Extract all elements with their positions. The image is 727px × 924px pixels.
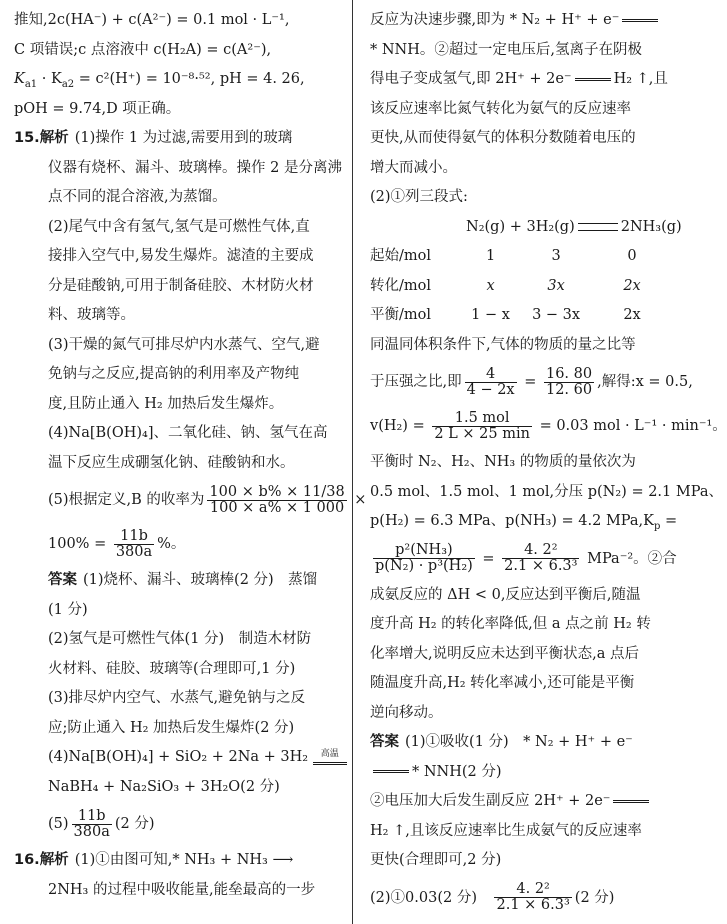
text-line: 仪器有烧杯、漏斗、玻璃棒。操作 2 是分离沸 xyxy=(48,159,342,176)
text-line: 成氨反应的 ΔH < 0,反应达到平衡后,随温 xyxy=(370,586,641,603)
reversible-arrow xyxy=(578,223,618,231)
text-line: (2)尾气中含有氢气,氢气是可燃性气体,直 xyxy=(48,218,310,235)
answer-header: 答案 (1)①吸收(1 分) * N₂ + H⁺ + e⁻ xyxy=(370,734,633,750)
fraction: $\frac{11b}{380a}$ xyxy=(73,807,110,840)
text-line: 火材料、硅胶、玻璃等(合理即可,1 分) xyxy=(48,660,296,677)
text-line: ②电压加大后发生副反应 2H⁺ + 2e⁻ xyxy=(370,787,670,817)
question-16-header: 16.解析 (1)①由图可知,* NH₃ + NH₃ ⟶ xyxy=(14,852,294,868)
answer-tag: 答案 xyxy=(370,734,399,750)
equals-sign xyxy=(622,19,658,22)
text-line: 得电子变成氢气,即 2H⁺ + 2e⁻ H₂ ↑,且 xyxy=(370,71,668,87)
text-line: 反应为决速步骤,即为 * N₂ + H⁺ + e⁻ xyxy=(370,6,670,36)
text-line: 更快(合理即可,2 分) xyxy=(370,852,502,868)
table-row: 平衡/mol 1 − x 3 − 3x 2x xyxy=(370,307,641,323)
text-line: 化率增大,说明反应未达到平衡状态,a 点后 xyxy=(370,645,639,662)
analysis-tag: 解析 xyxy=(39,130,69,146)
text-line: 应;防止通入 H₂ 加热后发生爆炸(2 分) xyxy=(48,719,295,736)
text-line: 度,且防止通入 H₂ 加热后发生爆炸。 xyxy=(48,395,284,412)
text-line: $K_{a1} \cdot K_{a2} = c^2(H^+) = 10^{-8}\cdot^{52}$, pH = 4. 26, xyxy=(14,71,305,90)
text-line: 增大而减小。 xyxy=(370,159,457,176)
fraction: $\frac{11b}{380a}$ xyxy=(115,527,153,560)
answer-fraction-line: (5) $\frac{11b}{380a}$ (2 分) xyxy=(48,807,155,840)
analysis-tag: 解析 xyxy=(39,852,69,868)
text-line: (3)排尽炉内空气、水蒸气,避免钠与之反 xyxy=(48,690,306,706)
equation-line: (4)Na[B(OH)₄] + SiO₂ + 2Na + 3H₂ 高温 xyxy=(14,743,336,773)
answer-tag: 答案 xyxy=(48,572,77,588)
question-number: 15. xyxy=(14,130,40,146)
fraction: $\frac{\text{4. 2²}}{\text{2.1 × 6.3³}}$ xyxy=(496,881,570,913)
text-line: pOH = 9.74,D 项正确。 xyxy=(14,100,181,117)
text-line: 更快,从而使得氨气的体积分数随着电压的 xyxy=(370,130,636,146)
text-line: 温下反应生成硼氢化钠、硅酸钠和水。 xyxy=(48,454,295,471)
text-line: 该反应速率比氮气转化为氨气的反应速率 xyxy=(370,100,631,117)
text-line: (3)干燥的氮气可排尽炉内水蒸气、空气,避 xyxy=(48,336,320,353)
text-line: 分是硅酸钠,可用于制备硅胶、木材防火材 xyxy=(48,277,314,294)
kp-line: $\frac{\text{p²(NH₃)}}{\text{p(N₂) · p³(H₂)}}$ = $\frac{\text{4. 2²}}{\text{2.1 × 6.3³}}$ MPa⁻²。②合 xyxy=(375,542,677,574)
text-line: (4)Na[B(OH)₄]、二氧化硅、钠、氢气在高 xyxy=(48,425,328,441)
question-number: 16. xyxy=(14,852,40,868)
equilibrium-equation: N₂(g) + 3H₂(g) 2NH₃(g) xyxy=(466,218,682,235)
fraction: $\frac{\text{1.5 mol}}{2 L \times 25 \min}$ xyxy=(434,409,530,442)
fraction: $\frac{100 \times b\% \times 11/38}{100 \times a\% \times 1 000}$ xyxy=(209,483,345,516)
text-line: 2NH₃ 的过程中吸收能量,能垒最高的一步 xyxy=(48,881,316,898)
equals-sign xyxy=(575,78,611,81)
answer-fraction-line: (2)①0.03(2 分) $\frac{\text{4. 2²}}{\text{2.1 × 6.3³}}$ (2 分) xyxy=(370,881,615,913)
text-line: C 项错误;c 点溶液中 c(H₂A) = c(A²⁻), xyxy=(14,41,272,58)
fraction: $\frac{\text{p²(NH₃)}}{\text{p(N₂) · p³(H₂)}}$ xyxy=(375,542,473,574)
text-line: 接排入空气中,易发生爆炸。滤渣的主要成 xyxy=(48,248,314,264)
text-line: 0.5 mol、1.5 mol、1 mol,分压 p(N₂) = 2.1 MPa、 xyxy=(370,483,723,500)
text-line: 度升高 H₂ 的转化率降低,但 a 点之前 H₂ 转 xyxy=(370,616,651,632)
equals-sign xyxy=(373,770,409,773)
text-line: NaBH₄ + Na₂SiO₃ + 3H₂O(2 分) xyxy=(48,778,280,795)
table-row: 转化/mol x 3x 2x xyxy=(370,277,641,294)
text-line: 点不同的混合溶液,为蒸馏。 xyxy=(48,189,227,205)
text-line: 平衡时 N₂、H₂、NH₃ 的物质的量依次为 xyxy=(370,454,636,470)
text-line: p(H₂) = 6.3 MPa、p(NH₃) = 4.2 $MPa,K_p$ = xyxy=(370,513,678,532)
fraction: $\frac{16. 80}{12. 60}$ xyxy=(545,365,593,398)
left-column xyxy=(14,6,367,905)
text-line: 免钠与之反应,提高钠的利用率及产物纯 xyxy=(48,366,300,382)
answer-header: 答案 (1)烧杯、漏斗、玻璃棒(2 分) 蒸馏 xyxy=(48,572,318,588)
fraction: $\frac{4}{4 - 2x}$ xyxy=(466,365,515,398)
rate-line: v(H₂) = $\frac{\text{1.5 mol}}{2 L \times 25 \min}$ = 0.03 mol · L⁻¹ · min⁻¹。 xyxy=(370,409,727,442)
right-column xyxy=(370,6,727,920)
text-line: 同温同体积条件下,气体的物质的量之比等 xyxy=(370,336,636,353)
fraction: $\frac{\text{4. 2²}}{\text{2.1 × 6.3³}}$ xyxy=(504,542,578,574)
text-line: (1 分) xyxy=(48,601,88,618)
text-line: * NNH。②超过一定电压后,氢离子在阴极 xyxy=(370,41,642,58)
yield-formula-line: (5)根据定义,B 的收率为 $\frac{100 \times b\% \times 11/38}{100 \times a\% \times 1 000}$ × xyxy=(48,483,367,516)
text-line: 料、玻璃等。 xyxy=(48,307,135,323)
text-line: 推知,2c(HA⁻) + c(A²⁻) = 0.1 mol · L⁻¹, xyxy=(14,12,290,28)
text-line: 随温度升高,H₂ 转化率减小,还可能是平衡 xyxy=(370,675,635,691)
text-line: (2)氢气是可燃性气体(1 分) 制造木材防 xyxy=(48,631,312,647)
text-line: H₂ ↑,且该反应速率比生成氨气的反应速率 xyxy=(370,822,642,839)
question-15-header: 15.解析 (1)操作 1 为过滤,需要用到的玻璃 xyxy=(14,130,293,146)
table-row: 起始/mol 1 3 0 xyxy=(370,248,637,264)
text-line: 逆向移动。 xyxy=(370,704,443,721)
pressure-ratio-line: 于压强之比,即 $\frac{4}{4 - 2x}$ = $\frac{16. 80}{12. 60}$ ,解得:x = 0.5, xyxy=(370,365,693,398)
column-divider xyxy=(352,0,353,924)
equals-sign xyxy=(613,800,649,803)
yield-result-line: 100% = $\frac{11b}{380a}$ %。 xyxy=(48,527,186,560)
text-line: (2)①列三段式: xyxy=(370,189,468,205)
text-line: * NNH(2 分) xyxy=(370,758,670,788)
condition-label: 高温 xyxy=(313,749,347,765)
